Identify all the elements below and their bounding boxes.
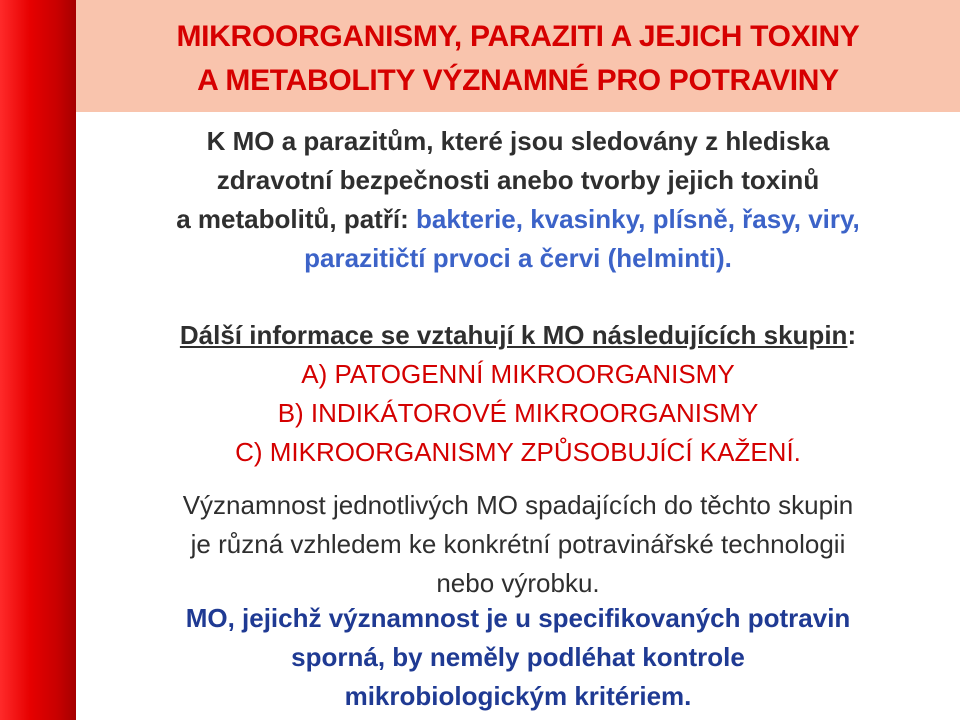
- intro-line-3: [76, 200, 960, 238]
- significance-line-2: je různá vzhledem ke konkrétní potravinářské technologii: [190, 529, 846, 559]
- intro-line-2: zdravotní bezpečnosti anebo tvorby jejich toxinů: [216, 165, 820, 195]
- slide-title-line-2: A METABOLITY VÝZNAMNÉ PRO POTRAVINY: [197, 64, 839, 97]
- intro-line-3-prefix: a metabolitů, patří:: [176, 204, 417, 234]
- intro-line-1: K MO a parazitům, které jsou sledovány z hlediska: [206, 126, 830, 156]
- organism-list: bakterie, kvasinky, plísně, řasy, viry,: [416, 204, 860, 234]
- intro-line-4: parazitičtí prvoci a červi (helminti).: [304, 243, 732, 273]
- left-red-bar: [0, 0, 76, 720]
- slide-title-line-1: MIKROORGANISMY, PARAZITI A JEJICH TOXINY: [176, 20, 860, 53]
- significance-line-3: nebo výrobku.: [436, 568, 600, 598]
- groups-heading-text: Dálší informace se vztahují k MO následujících skupin: [179, 320, 848, 350]
- conclusion-line-3: mikrobiologickým kritériem.: [344, 681, 692, 711]
- conclusion-line-1: MO, jejichž významnost je u specifikovaných potravin: [185, 603, 851, 633]
- groups-heading-colon: :: [847, 320, 857, 350]
- significance-line-1: Významnost jednotlivých MO spadajících do těchto skupin: [182, 490, 854, 520]
- group-item-a: A) PATOGENNÍ MIKROORGANISMY: [301, 359, 735, 389]
- group-item-b: B) INDIKÁTOROVÉ MIKROORGANISMY: [277, 398, 759, 428]
- group-item-c: C) MIKROORGANISMY ZPŮSOBUJÍCÍ KAŽENÍ.: [235, 437, 801, 467]
- conclusion-line-2: sporná, by neměly podléhat kontrole: [291, 642, 745, 672]
- groups-heading: [76, 316, 960, 354]
